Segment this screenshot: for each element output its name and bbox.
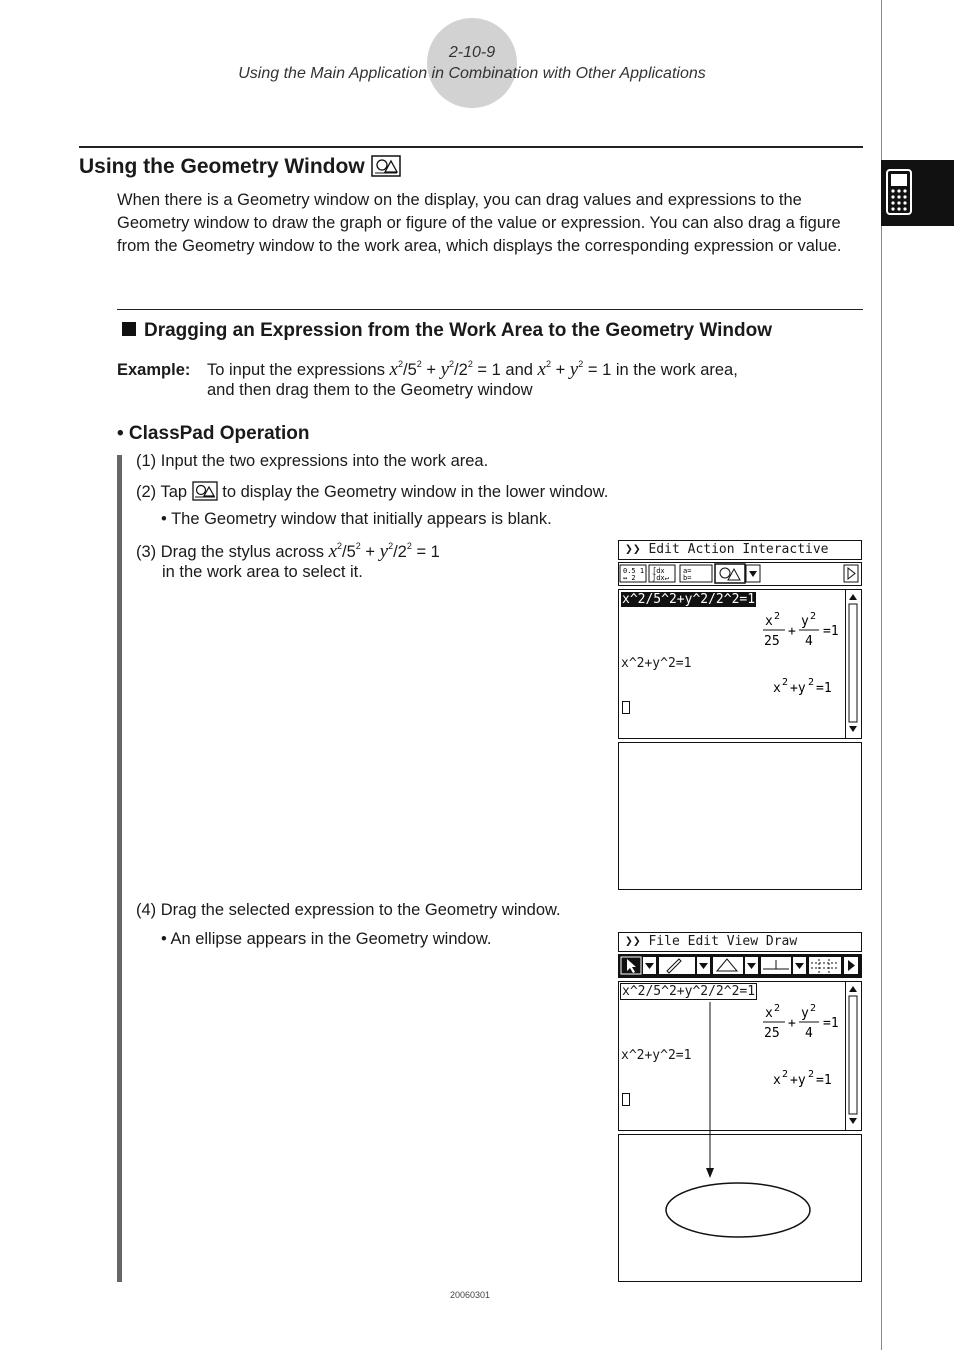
result-1b	[761, 1002, 843, 1042]
svg-text:2: 2	[810, 611, 817, 622]
section-title-text: Using the Geometry Window	[79, 155, 365, 178]
toolbar-1	[618, 562, 862, 586]
ellipse-graph	[619, 1135, 860, 1280]
step-4: (4) Drag the selected expression to the Geometry window.	[136, 901, 561, 919]
step-2-suffix: to display the Geometry window in the lower window.	[222, 483, 609, 501]
subsection-title	[122, 320, 772, 342]
cursor-box-2	[622, 1093, 630, 1106]
example-line-1: To input the expressions $x^2/5^2 + y^2/2^2 = 1$ and $x^2 + y^2 = 1$ in the work area,	[207, 359, 738, 380]
operation-bar	[117, 455, 122, 1282]
menu-items-1[interactable]: Edit Action Interactive	[648, 542, 829, 557]
svg-text:=1: =1	[823, 1016, 839, 1031]
work-line-dragged[interactable]	[620, 984, 757, 999]
svg-text:2: 2	[774, 611, 781, 622]
work-line-1b-text[interactable]: x^2/5^2+y^2/2^2=1	[622, 984, 756, 999]
classpad-screen-1	[618, 540, 862, 890]
result-2	[771, 676, 843, 696]
svg-text:+y: +y	[790, 681, 806, 696]
svg-text:∫dx: ∫dx	[652, 567, 665, 575]
scrollbar-2[interactable]	[845, 982, 861, 1130]
example-prefix: To input the expressions	[207, 361, 385, 379]
step-4-bullet: • An ellipse appears in the Geometry window.	[161, 930, 492, 948]
svg-text:4: 4	[805, 1026, 813, 1041]
svg-text:a=: a=	[683, 567, 692, 575]
result-1b-fraction	[761, 1002, 843, 1042]
svg-text:2: 2	[774, 1003, 781, 1014]
work-line-2-text[interactable]: x^2+y^2=1	[621, 656, 692, 671]
step-2	[136, 481, 608, 506]
cursor-box	[622, 701, 630, 714]
result-1-fraction	[761, 610, 843, 650]
section-rule	[79, 146, 863, 148]
svg-text:y: y	[801, 1006, 809, 1021]
svg-text:2: 2	[782, 1069, 789, 1080]
svg-text:+y: +y	[790, 1073, 806, 1088]
classpad-screen-2	[618, 932, 862, 1282]
work-line-selected[interactable]	[621, 592, 756, 607]
geometry-window-1[interactable]	[618, 742, 862, 890]
step-1: (1) Input the two expressions into the work area.	[136, 452, 489, 470]
footer-code: 20060301	[449, 1290, 491, 1300]
example-and: and	[505, 361, 533, 379]
toolbar-2	[618, 954, 862, 978]
calculator-icon	[881, 160, 954, 226]
result-2b-expr	[771, 1068, 843, 1088]
operation-heading: • ClassPad Operation	[117, 423, 310, 444]
svg-text:=1: =1	[823, 624, 839, 639]
menu-items-2[interactable]: File Edit View Draw	[648, 934, 798, 949]
scrollbar-1[interactable]	[845, 590, 861, 738]
svg-text:2: 2	[808, 677, 815, 688]
svg-text:=1: =1	[816, 1073, 832, 1088]
menu-bar-2[interactable]	[618, 932, 862, 952]
geometry-window-2[interactable]	[618, 1134, 862, 1282]
step-2-bullet: • The Geometry window that initially appears is blank.	[161, 510, 552, 528]
square-bullet-icon	[122, 322, 136, 336]
svg-text:+: +	[788, 624, 796, 639]
svg-text:0.5 1: 0.5 1	[623, 567, 645, 575]
svg-text:x: x	[773, 1073, 781, 1088]
toolbar-2-icons[interactable]	[619, 955, 860, 976]
page-number: 2-10-9	[448, 44, 496, 61]
menu-arrow-icon-2[interactable]: ❯❯	[625, 934, 641, 949]
svg-text:+: +	[788, 1016, 796, 1031]
work-line-1-text[interactable]: x^2/5^2+y^2/2^2=1	[622, 592, 756, 607]
svg-text:b=: b=	[683, 574, 692, 582]
drag-arrow	[703, 1002, 717, 1182]
geometry-icon	[371, 155, 401, 183]
menu-bar-1[interactable]	[618, 540, 862, 560]
work-area-2[interactable]	[618, 981, 862, 1131]
example-label: Example:	[117, 361, 191, 379]
svg-text:2: 2	[810, 1003, 817, 1014]
toolbar-1-icons[interactable]	[619, 563, 860, 584]
chapter-subtitle: Using the Main Application in Combination with Other Applications	[238, 65, 706, 82]
svg-text:y: y	[801, 614, 809, 629]
svg-text:↔ 2: ↔ 2	[623, 574, 636, 582]
subsection-title-text: Dragging an Expression from the Work Area to the Geometry Window	[144, 320, 772, 341]
svg-text:25: 25	[764, 1026, 780, 1041]
svg-text:x: x	[765, 1006, 773, 1021]
menu-arrow-icon[interactable]: ❯❯	[625, 542, 641, 557]
geometry-button-icon	[192, 481, 218, 506]
step-3: (3) Drag the stylus across $x^2/5^2 + y^2/2^2 = 1$	[136, 541, 440, 562]
example-line-2: and then drag them to the Geometry window	[207, 381, 533, 399]
result-2b	[771, 1068, 843, 1088]
svg-text:2: 2	[808, 1069, 815, 1080]
result-2-expr	[771, 676, 843, 696]
svg-text:25: 25	[764, 634, 780, 649]
svg-text:=1: =1	[816, 681, 832, 696]
svg-text:x: x	[765, 614, 773, 629]
work-line-2b-text[interactable]: x^2+y^2=1	[621, 1048, 692, 1063]
step-2-prefix: (2) Tap	[136, 483, 188, 501]
result-1	[761, 610, 843, 650]
subsection-rule	[117, 309, 863, 310]
intro-paragraph: When there is a Geometry window on the display, you can drag values and expressions to the Geometry window to draw the graph or figure of the value or expression. You can also drag a figure from the Geometry window to the work area, which displays the corresponding expression or value.	[117, 191, 842, 255]
work-area-1[interactable]	[618, 589, 862, 739]
svg-text:∫dx↵: ∫dx↵	[652, 574, 669, 582]
section-title	[79, 155, 401, 183]
svg-text:2: 2	[782, 677, 789, 688]
chapter-tab	[881, 160, 954, 226]
svg-text:4: 4	[805, 634, 813, 649]
svg-text:x: x	[773, 681, 781, 696]
example-suffix: = 1 in the work area,	[587, 361, 738, 379]
step-3-prefix: (3) Drag the stylus across	[136, 543, 324, 561]
page-number-circle	[427, 18, 517, 108]
step-3-line-2: in the work area to select it.	[162, 563, 363, 581]
